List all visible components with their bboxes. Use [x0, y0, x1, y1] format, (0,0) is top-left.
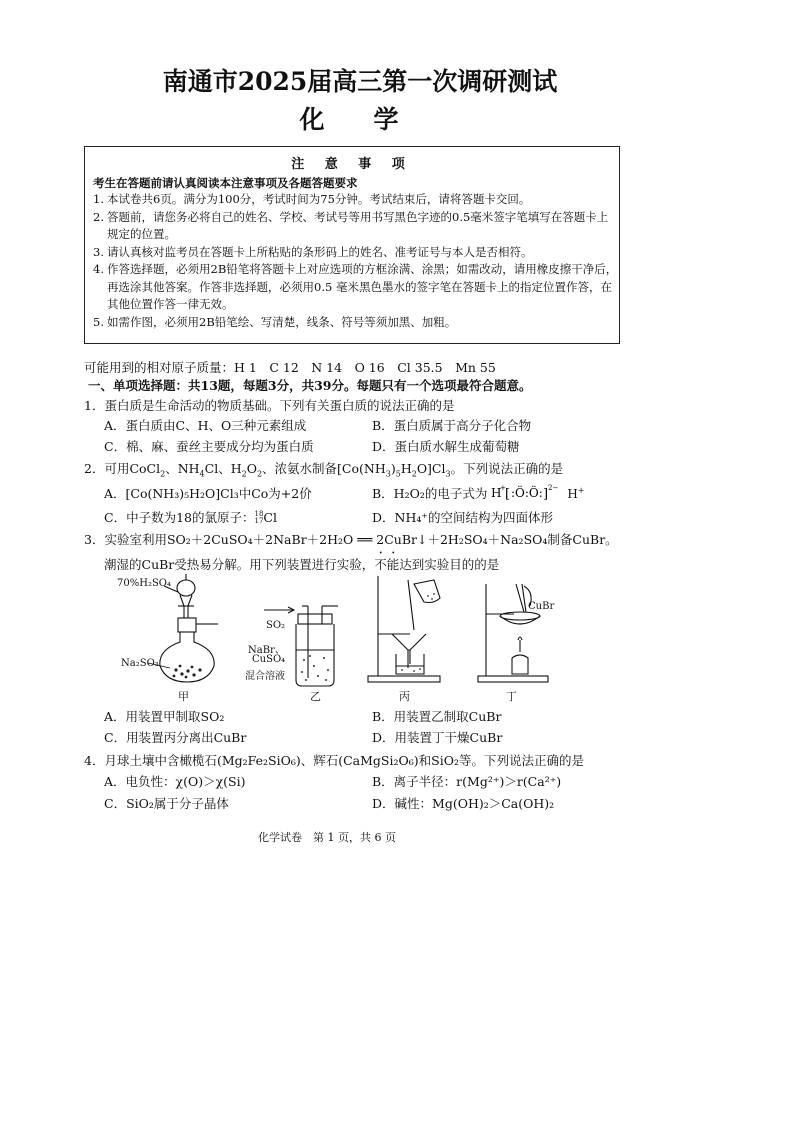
- caption-bing: 丙: [399, 690, 410, 703]
- notice-title: 注 意 事 项: [291, 157, 413, 172]
- atomic-masses: 可能用到的相对原子质量：H 1 C 12 N 14 O 16 Cl 35.5 Mn 55: [84, 360, 496, 375]
- notice-item-num: 2.: [93, 209, 104, 224]
- q3-stem-text: 潮湿的CuBr受热易分解。用下列装置进行实验，: [104, 557, 375, 572]
- q2-stem-part: 2．可用CoCl: [84, 461, 161, 476]
- q2-option-c: C．中子数为18的氯原子：18 17Cl: [104, 510, 277, 525]
- label-mix: 混合溶液: [245, 671, 285, 682]
- label-so2: SO₂: [266, 620, 286, 631]
- q1-option-a: A．蛋白质由C、H、O三种元素组成: [104, 418, 307, 433]
- label-nabr: NaBr、: [248, 645, 285, 656]
- page-footer: 化学试卷 第 1 页，共 6 页: [258, 831, 396, 844]
- q2-stem-part: O]Cl: [416, 461, 446, 476]
- caption-yi: 乙: [310, 690, 321, 703]
- q4-option-c: C．SiO₂属于分子晶体: [104, 796, 229, 811]
- exam-title: 南通市2025届高三第一次调研测试: [162, 67, 558, 96]
- notice-lead: 考生在答题前请认真阅读本注意事项及各题答题要求: [93, 176, 358, 190]
- label-acid: 70%H₂SO₄: [117, 578, 172, 589]
- notice-item-num: 3.: [93, 244, 104, 259]
- q4-stem: 4．月球土壤中含橄榄石(Mg₂Fe₂SiO₆)、辉石(CaMgSi₂O₆)和SiO₂等。下列说法正确的是: [84, 753, 584, 768]
- q2-option-b-text: B．H₂O₂的电子式为: [372, 486, 488, 501]
- notice-item-text: 答题前，请您务必将自己的姓名、学校、考试号等用书写黑色字迹的0.5毫米签字笔填写在答题卡上规定的位置。: [107, 209, 609, 241]
- q2-option-d: D．NH₄⁺的空间结构为四面体形: [372, 510, 553, 525]
- svg-text:H: H: [491, 486, 502, 500]
- section-heading: 一、单项选择题：共13题，每题3分，共39分。每题只有一个选项最符合题意。: [88, 378, 532, 393]
- svg-text:]: ]: [543, 487, 549, 502]
- q3-option-c: C．用装置丙分离出CuBr: [104, 730, 247, 745]
- notice-item: [93, 209, 619, 244]
- q2-option-b: B．H₂O₂的电子式为 H + [ :Ö:Ö: ] 2− H+: [372, 484, 585, 502]
- q3-option-d: D．用装置丁干燥CuBr: [372, 730, 503, 745]
- notice-item: [93, 261, 619, 314]
- q4-option-b: B．离子半径：r(Mg²⁺)＞r(Ca²⁺): [372, 774, 562, 789]
- q1-stem: 1．蛋白质是生命活动的物质基础。下列有关蛋白质的说法正确的是: [84, 398, 455, 413]
- notice-item-num: 1.: [93, 192, 104, 206]
- notice-box: [84, 146, 620, 344]
- label-cubr: CuBr: [528, 601, 555, 612]
- q2-stem-part: H: [400, 461, 412, 476]
- q2-stem-part: 。下列说法正确的是: [450, 461, 564, 476]
- q2-stem-part: 、NH: [165, 461, 200, 476]
- notice-item-text: 如需作图，必须用2B铅笔绘、写清楚，线条、符号等须加黑、加粗。: [107, 314, 457, 329]
- apparatus-bing: [364, 570, 454, 685]
- svg-text::Ö:Ö:: :Ö:Ö:: [511, 486, 544, 500]
- q2-stem-part: ): [390, 461, 396, 476]
- apparatus-ding: [474, 576, 564, 686]
- q3-stem-text: 达到实验目的的是: [399, 557, 500, 572]
- q4-option-a: A．电负性：χ(O)＞χ(Si): [104, 774, 246, 789]
- q2-stem-part: O: [246, 461, 257, 476]
- q3-stem-line1: 3．实验室利用SO₂＋2CuSO₄＋2NaBr＋2H₂O ══ 2CuBr↓＋2H₂SO₄＋Na₂SO₄制备CuBr。: [84, 532, 618, 547]
- label-cuso4: CuSO₄: [252, 654, 286, 665]
- q2-option-a: A．[Co(NH₃)₅H₂O]Cl₃中Co为+2价: [104, 486, 312, 501]
- label-na2so3: Na₂SO₃: [121, 658, 159, 669]
- h2o2-electron-formula: [491, 484, 563, 502]
- q2-stem-part: 、浓氨水制备[Co(NH: [262, 461, 386, 476]
- svg-text:[: [: [505, 487, 511, 502]
- caption-jia: 甲: [178, 690, 189, 703]
- caption-ding: 丁: [506, 690, 517, 703]
- q2-stem-part: Cl、H: [204, 461, 242, 476]
- notice-item: [93, 314, 619, 332]
- subject-title: 化 学: [299, 105, 411, 134]
- svg-text:+: +: [500, 484, 507, 492]
- notice-item-text: 作答选择题，必须用2B铅笔将答题卡上对应选项的方框涂满、涂黑；如需改动，请用橡皮擦干净后，再选涂其他答案。作答非选择题，必须用0.5 毫米黑色墨水的签字笔在答题卡上的指定位置作答，在其他位置作答一律无效。: [107, 262, 618, 311]
- svg-text:2−: 2−: [548, 484, 559, 492]
- q3-emphasis: 不能: [374, 557, 400, 572]
- notice-item-num: 4.: [93, 262, 104, 276]
- notice-item: [93, 191, 619, 209]
- q1-option-d: D．蛋白质水解生成葡萄糖: [372, 439, 520, 454]
- notice-item-text: 请认真核对监考员在答题卡上所粘贴的条形码上的姓名、准考证号与本人是否相符。: [107, 244, 533, 259]
- q4-option-d: D．碱性：Mg(OH)₂＞Ca(OH)₂: [372, 796, 555, 811]
- q2-stem: 2．可用CoCl$_2$、$NH_4Cl$、$H_2O_2$、浓氨水制备$[Co(NH_3)_5H_2O]Cl_3$。下列说法正确的是: [84, 461, 564, 479]
- q2-option-c-text: C．中子数为18的氯原子：: [104, 510, 255, 525]
- q1-option-b: B．蛋白质属于高分子化合物: [372, 418, 532, 433]
- q3-option-b: B．用装置乙制取CuBr: [372, 709, 502, 724]
- q3-option-a: A．用装置甲制取SO₂: [104, 709, 225, 724]
- notice-item-text: 本试卷共6页。满分为100分，考试时间为75分钟。考试结束后，请将答题卡交回。: [107, 192, 531, 206]
- notice-item: [93, 244, 619, 262]
- q1-option-c: C．棉、麻、蚕丝主要成分均为蛋白质: [104, 439, 314, 454]
- notice-item-num: 5.: [93, 314, 104, 329]
